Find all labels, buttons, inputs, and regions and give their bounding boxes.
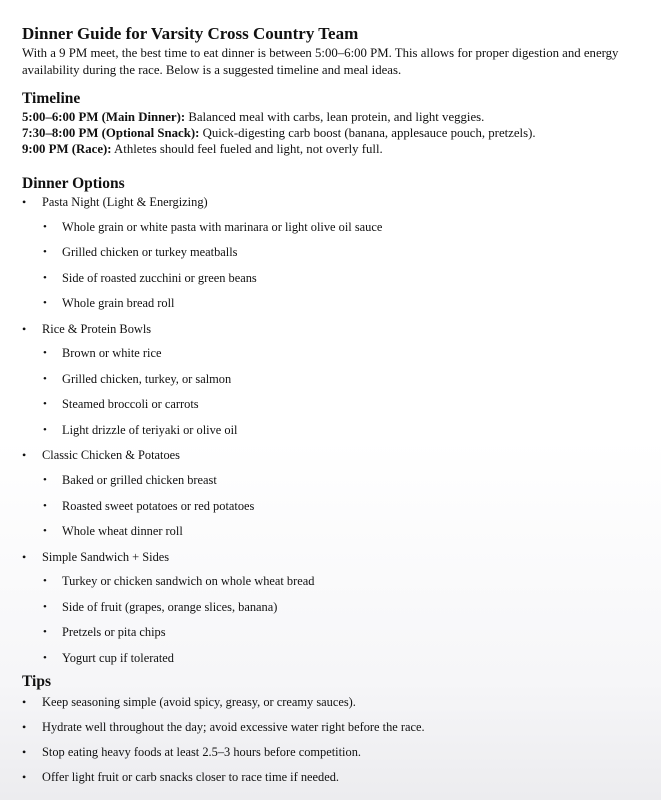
- list-item: • Turkey or chicken sandwich on whole wheat bread: [42, 573, 642, 590]
- tip-item: • Keep seasoning simple (avoid spicy, greasy, or creamy sauces).: [22, 694, 642, 711]
- timeline-row: [22, 141, 642, 157]
- document-page: [22, 24, 642, 794]
- list-item: • Yogurt cup if tolerated: [42, 650, 642, 667]
- list-item: • Side of fruit (grapes, orange slices, banana): [42, 599, 642, 616]
- option-items: [42, 219, 642, 313]
- tip-item: • Offer light fruit or carb snacks closer to race time if needed.: [22, 769, 642, 786]
- tips-heading: Tips: [22, 673, 52, 691]
- option-category: [22, 447, 642, 540]
- list-item: • Steamed broccoli or carrots: [42, 396, 642, 413]
- list-item: • Baked or grilled chicken breast: [42, 472, 642, 489]
- timeline-row: [22, 125, 642, 141]
- option-category-name: • Classic Chicken & Potatoes: [42, 448, 181, 463]
- list-item: • Whole grain or white pasta with marinara or light olive oil sauce: [42, 219, 642, 236]
- tips-list: [22, 694, 642, 786]
- option-items: [42, 472, 642, 540]
- timeline-row: [22, 109, 642, 125]
- timeline-row-label: 7:30–8:00 PM (Optional Snack):: [22, 126, 200, 140]
- dinner-options-list: [22, 194, 642, 667]
- list-item: • Light drizzle of teriyaki or olive oil: [42, 422, 642, 439]
- timeline-row-label: 9:00 PM (Race):: [22, 142, 112, 156]
- timeline-row-text: Balanced meal with carbs, lean protein, and light veggies.: [185, 110, 485, 124]
- option-category-name: • Pasta Night (Light & Energizing): [42, 195, 208, 209]
- list-item: • Grilled chicken, turkey, or salmon: [42, 371, 642, 388]
- list-item: • Brown or white rice: [42, 345, 642, 362]
- option-items: [42, 573, 642, 667]
- list-item: • Grilled chicken or turkey meatballs: [42, 244, 642, 261]
- timeline-row-text: Athletes should feel fueled and light, not overly full.: [111, 142, 383, 156]
- option-items: [42, 345, 642, 439]
- list-item: • Whole grain bread roll: [42, 295, 642, 312]
- timeline-row-label: 5:00–6:00 PM (Main Dinner):: [22, 110, 186, 124]
- dinner-options-heading: Dinner Options: [22, 175, 125, 192]
- tip-item: • Hydrate well throughout the day; avoid excessive water right before the race.: [22, 719, 642, 736]
- tip-item: • Stop eating heavy foods at least 2.5–3 hours before competition.: [22, 744, 642, 761]
- option-category-name: • Rice & Protein Bowls: [42, 321, 152, 336]
- list-item: • Roasted sweet potatoes or red potatoes: [42, 498, 642, 515]
- intro-paragraph: With a 9 PM meet, the best time to eat dinner is between 5:00–6:00 PM. This allows for proper digestion and energy availability during the race. Below is a suggested timeline and meal ideas.: [22, 46, 619, 77]
- list-item: • Side of roasted zucchini or green beans: [42, 270, 642, 287]
- option-category: [22, 321, 642, 439]
- timeline-row-text: Quick-digesting carb boost (banana, applesauce pouch, pretzels).: [199, 126, 536, 140]
- timeline-list: [22, 109, 642, 157]
- list-item: • Whole wheat dinner roll: [42, 523, 642, 540]
- option-category: [22, 194, 642, 312]
- option-category-name: • Simple Sandwich + Sides: [42, 549, 170, 564]
- list-item: • Pretzels or pita chips: [42, 624, 642, 641]
- timeline-heading: Timeline: [22, 90, 81, 107]
- document-title: Dinner Guide for Varsity Cross Country Team: [22, 24, 359, 43]
- option-category: [22, 549, 642, 667]
